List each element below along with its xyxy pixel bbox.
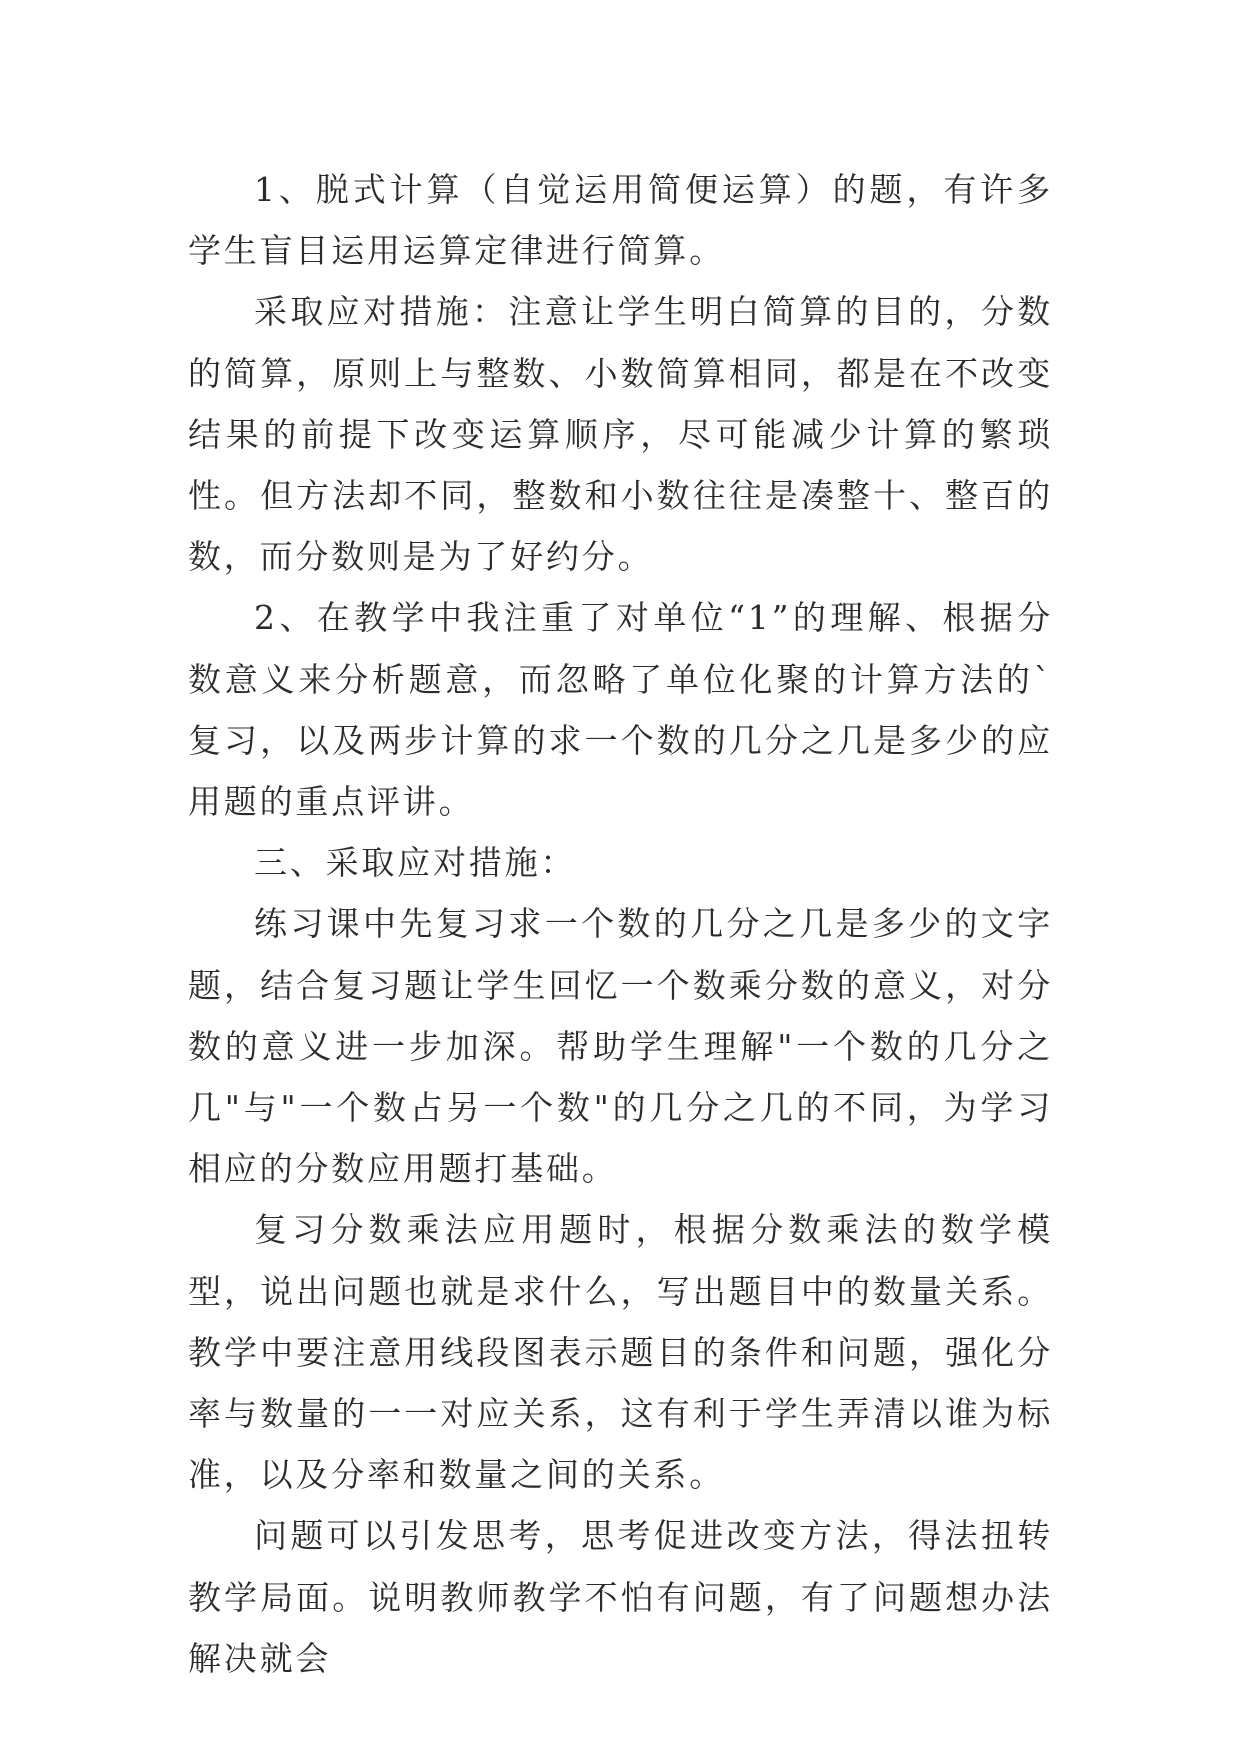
paragraph-review-word-problems: 复习分数乘法应用题时，根据分数乘法的数学模型，说出问题也就是求什么，写出题目中的数量关系。教学中要注意用线段图表示题目的条件和问题，强化分率与数量的一一对应关系，这有利于学生弄清以谁为标准，以及分率和数量之间的关系。 [188,1210,1053,1495]
paragraph-problems-reflection: 问题可以引发思考，思考促进改变方法，得法扭转教学局面。说明教师教学不怕有问题，有了问题想办法解决就会 [188,1516,1053,1678]
document-body [188,159,1053,1689]
paragraph-simplified-calculation-issue: 1、脱式计算（自觉运用简便运算）的题，有许多学生盲目运用运算定律进行简算。 [188,170,1053,271]
paragraph-unit-one-understanding: 2、在教学中我注重了对单位“1”的理解、根据分数意义来分析题意，而忽略了单位化聚的计算方法的`复习，以及两步计算的求一个数的几分之几是多少的应用题的重点评讲。 [188,598,1053,822]
paragraph-practice-lesson: 练习课中先复习求一个数的几分之几是多少的文字题，结合复习题让学生回忆一个数乘分数的意义，对分数的意义进一步加深。帮助学生理解"一个数的几分之几"与"一个数占另一个数"的几分之几的不同，为学习相应的分数应用题打基础。 [188,904,1053,1189]
section-heading-countermeasures: 三、采取应对措施： [254,843,577,883]
paragraph-countermeasure-simplification: 采取应对措施：注意让学生明白简算的目的，分数的简算，原则上与整数、小数简算相同，都是在不改变结果的前提下改变运算顺序，尽可能减少计算的繁琐性。但方法却不同，整数和小数往往是凑整十、整百的数，而分数则是为了好约分。 [188,292,1053,577]
